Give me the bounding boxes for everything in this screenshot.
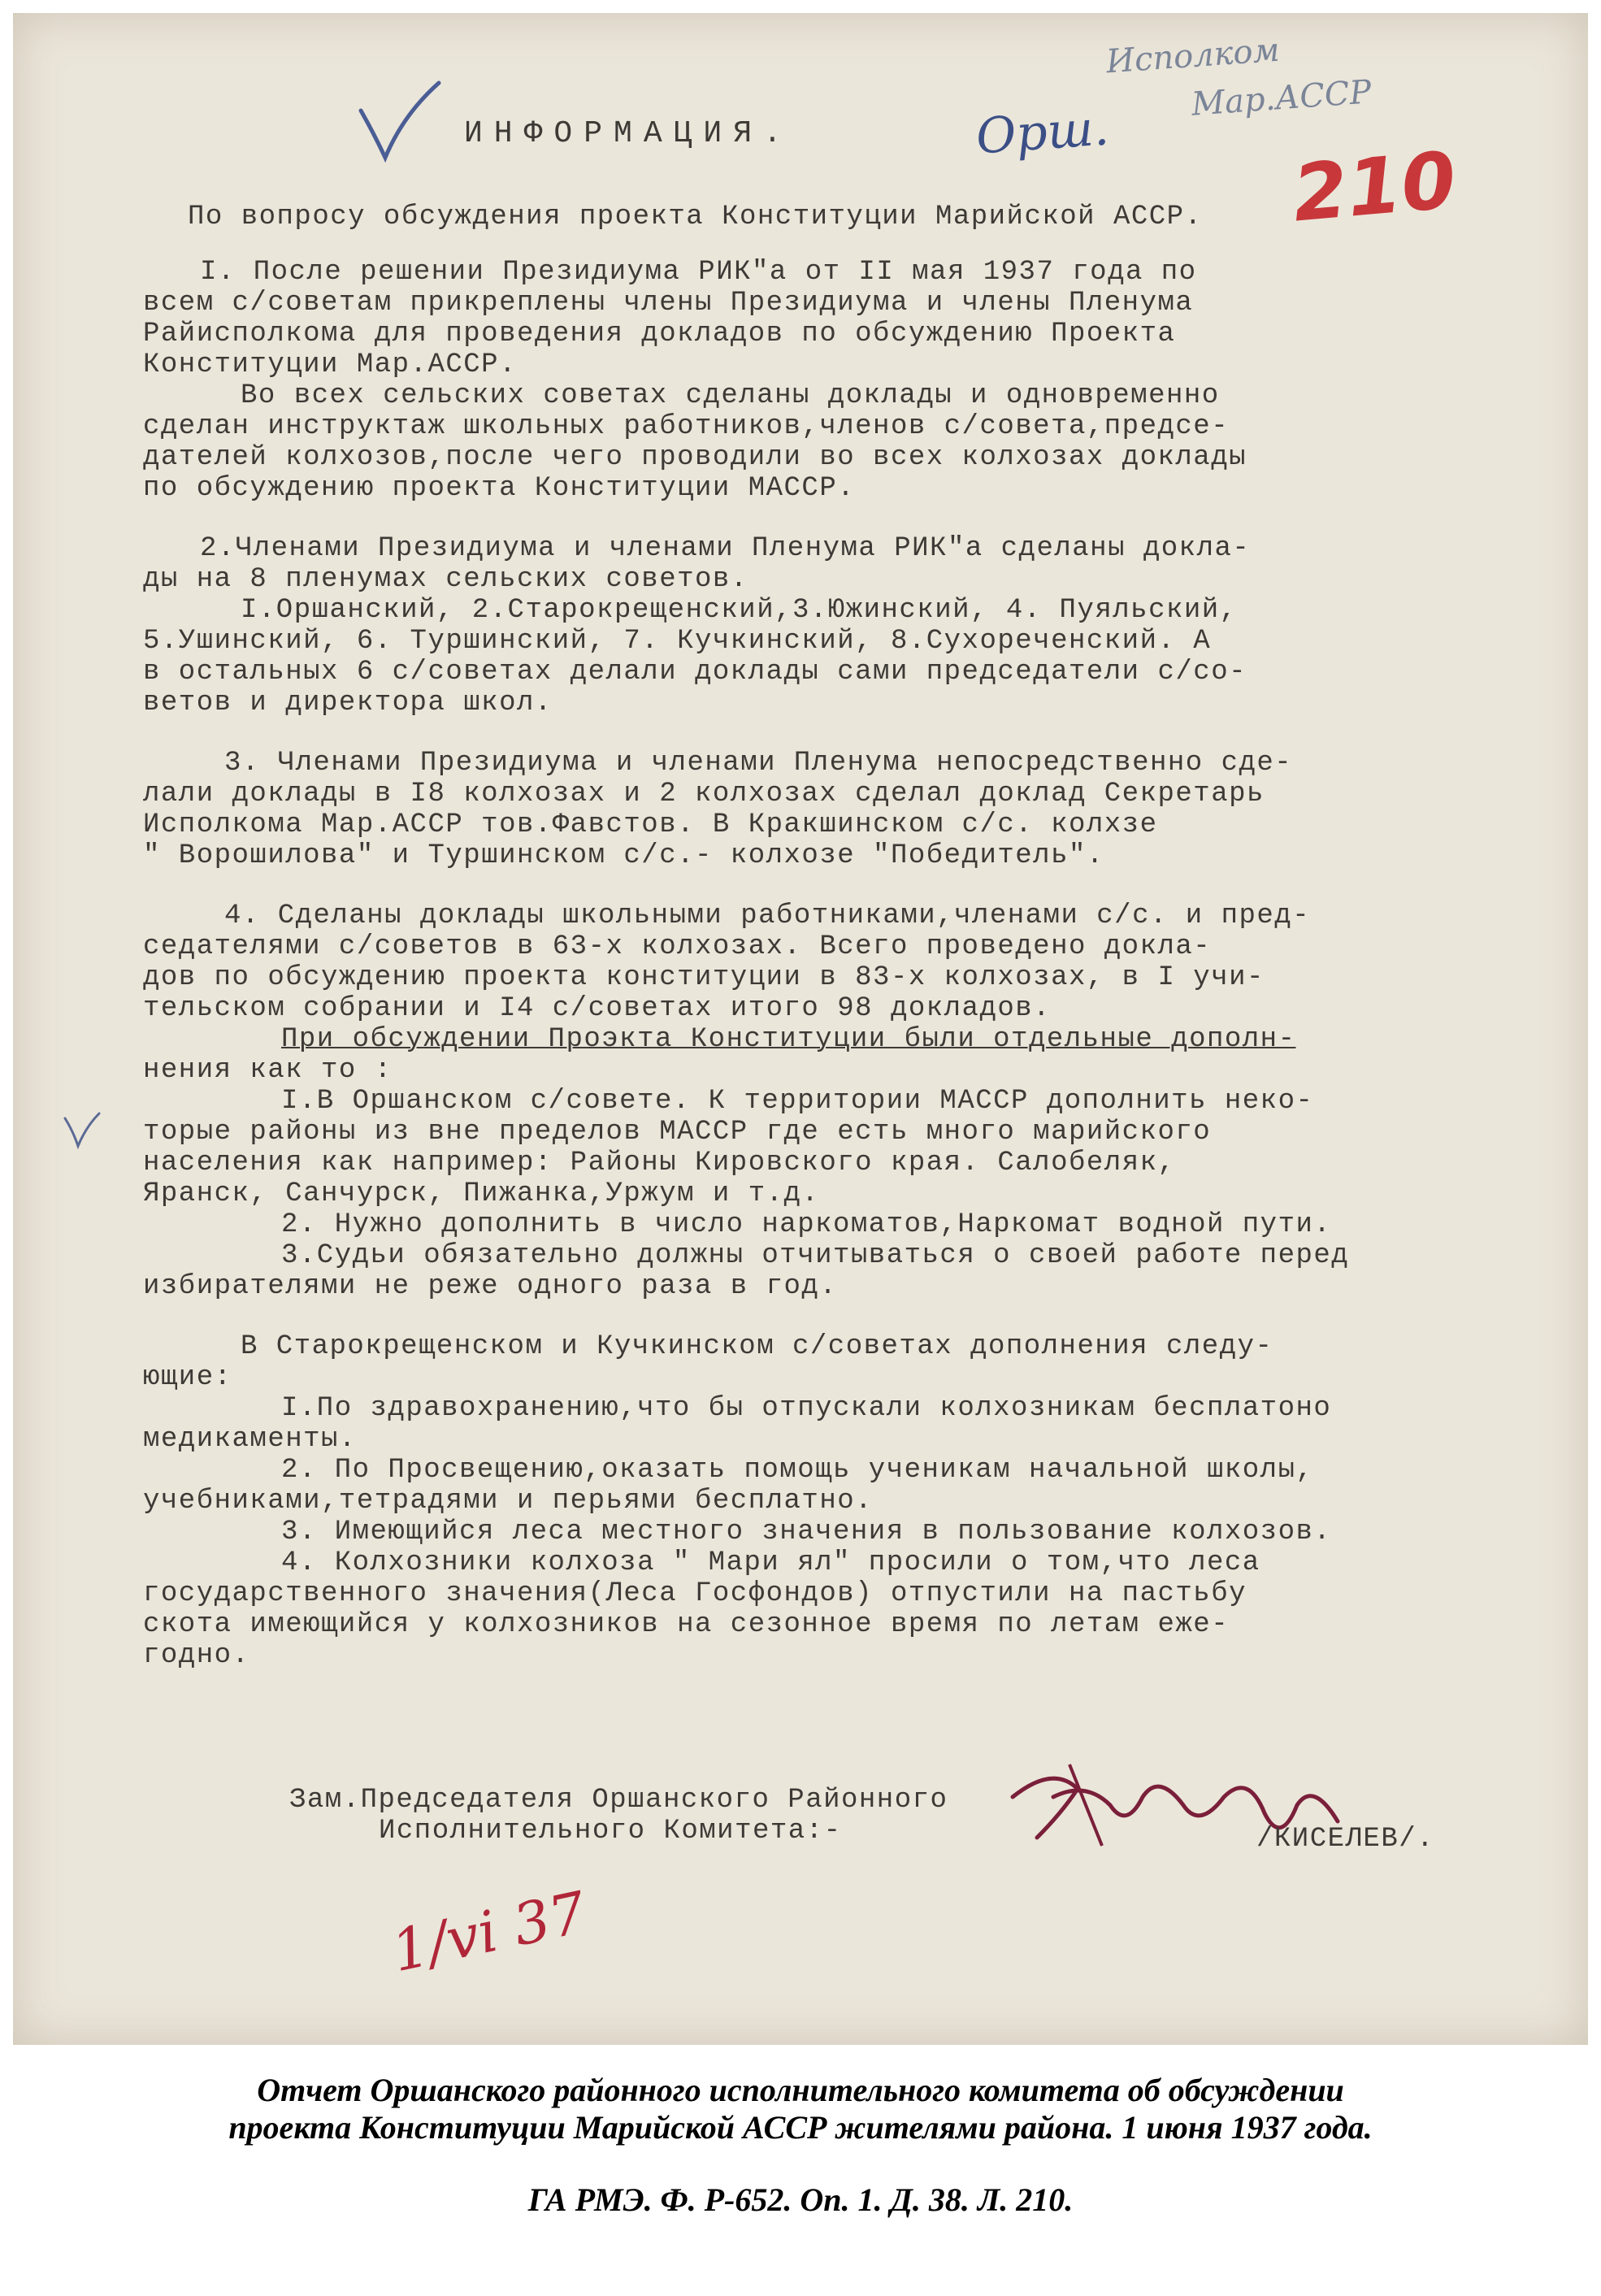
- signature-title-line1: Зам.Председателя Оршанского Районного: [289, 1785, 948, 1816]
- body-line: в остальных 6 с/советах делали доклады сами председатели с/со-: [143, 657, 1247, 688]
- signature-block: [289, 1785, 948, 1847]
- body-line: Яранск, Санчурск, Пижанка,Уржум и т.д.: [143, 1178, 820, 1209]
- body-line: 4. Сделаны доклады школьными работниками,членами с/с. и пред-: [224, 901, 1311, 931]
- body-line: Во всех сельских советах сделаны доклады и одновременно: [241, 380, 1220, 411]
- signer-name: /КИСЕЛЕВ/.: [1256, 1824, 1435, 1855]
- body-line: 3. Членами Президиума и членами Пленума непосредственно сде-: [224, 748, 1293, 779]
- body-line: " Ворошилова" и Туршинском с/с.- колхозе "Победитель".: [143, 840, 1104, 871]
- body-line: годно.: [143, 1640, 250, 1671]
- sheet-number-stamp: 210: [1289, 134, 1460, 240]
- archival-document-scan: [13, 13, 1588, 2045]
- caption-line2: проекта Конституции Марийской АССР жителями района. 1 июня 1937 года.: [228, 2109, 1373, 2146]
- body-line: I.Оршанский, 2.Старокрещенский,3.Южинский, 4. Пуяльский,: [241, 595, 1238, 626]
- body-line: ды на 8 пленумах сельских советов.: [143, 564, 748, 595]
- body-line: Райисполкома для проведения докладов по обсуждению Проекта: [143, 319, 1176, 349]
- body-line: дов по обсуждению проекта конституции в 83-х колхозах, в I учи-: [143, 962, 1265, 993]
- body-line: При обсуждении Проэкта Конституции были отдельные дополн-: [281, 1024, 1296, 1055]
- body-line: торые районы из вне пределов МАССР где есть много марийского: [143, 1117, 1212, 1148]
- body-line: Исполкома Мар.АССР тов.Фавстов. В Кракшинском с/с. колхзе: [143, 809, 1158, 840]
- body-line: I. После решении Президиума РИК"а от II мая 1937 года по: [200, 257, 1197, 288]
- signature-title-line2: Исполнительного Комитета:-: [379, 1816, 842, 1847]
- blue-checkmark-icon: [354, 78, 444, 167]
- body-line: медикаменты.: [143, 1424, 357, 1455]
- document-subheading: По вопросу обсуждения проекта Конституции Марийской АССР.: [188, 202, 1203, 232]
- body-line: сделан инструктаж школьных работников,членов с/совета,предсе-: [143, 411, 1230, 442]
- body-line: 2. Нужно дополнить в число наркоматов,Наркомат водной пути.: [281, 1209, 1332, 1240]
- body-line: седателями с/советов в 63-х колхозах. Всего проведено доклa-: [143, 931, 1212, 962]
- caption-line1: Отчет Оршанского районного исполнительного комитета об обсуждении: [257, 2072, 1344, 2108]
- body-line: государственного значения(Леса Госфондов) отпустили на пастьбу: [143, 1578, 1247, 1609]
- body-line: В Старокрещенском и Кучкинском с/советах дополнения следу-: [241, 1331, 1273, 1362]
- body-line: Конституции Мар.АССР.: [143, 349, 517, 380]
- body-line: I.В Оршанском с/совете. К территории МАССР дополнить неко-: [281, 1086, 1314, 1117]
- body-line: 2. По Просвещению,оказать помощь ученикам начальной школы,: [281, 1455, 1314, 1486]
- margin-checkmark-icon: [62, 1110, 102, 1151]
- body-line: ветов и директора школ.: [143, 688, 553, 718]
- handwritten-date: 1/vi 37: [386, 1878, 592, 1986]
- body-line: по обсуждению проекта Конституции МАССР.: [143, 473, 856, 504]
- handwritten-orsha-note: Орш.: [974, 99, 1111, 166]
- body-line: 5.Ушинский, 6. Туршинский, 7. Кучкинский, 8.Сухореченский. А: [143, 626, 1212, 657]
- body-line: 3.Судьи обязательно должны отчитываться о своей работе перед: [281, 1240, 1350, 1271]
- body-line: ющие:: [143, 1362, 232, 1393]
- body-line: нения как то :: [143, 1055, 393, 1086]
- handwritten-corner-note-line2: Мар.АССР: [1190, 73, 1373, 124]
- handwritten-corner-note-line1: Исполком: [1104, 31, 1282, 81]
- body-line: дателей колхозов,после чего проводили во всех колхозах доклады: [143, 442, 1247, 473]
- body-line: избирателями не реже одного раза в год.: [143, 1271, 838, 1302]
- document-heading: ИНФОРМАЦИЯ.: [464, 116, 793, 151]
- body-line: тельском собрании и I4 с/советах итого 98 докладов.: [143, 993, 1052, 1024]
- body-line: 2.Членами Президиума и членами Пленума РИК"а сделаны доклa-: [200, 533, 1251, 564]
- body-line: населения как например: Районы Кировского края. Салобеляк,: [143, 1148, 1176, 1178]
- body-line: учебниками,тетрадями и перьями бесплатно.: [143, 1486, 874, 1517]
- body-line: всем с/советам прикреплены члены Президиума и члены Пленума: [143, 288, 1194, 319]
- body-line: 4. Колхозники колхоза " Мари ял" просили о том,что леса: [281, 1547, 1260, 1578]
- body-line: лали доклады в I8 колхозах и 2 колхозах сделал доклад Секретарь: [143, 779, 1265, 809]
- body-line: скота имеющийся у колхозников на сезонное время по летам еже-: [143, 1609, 1230, 1640]
- body-line: I.По здравохранению,что бы отпускали колхозникам бесплатоно: [281, 1393, 1332, 1424]
- archive-source-reference: ГА РМЭ. Ф. Р-652. Оп. 1. Д. 38. Л. 210.: [527, 2181, 1074, 2218]
- body-line: 3. Имеющийся леса местного значения в пользование колхозов.: [281, 1517, 1332, 1547]
- document-body: [143, 257, 1349, 1671]
